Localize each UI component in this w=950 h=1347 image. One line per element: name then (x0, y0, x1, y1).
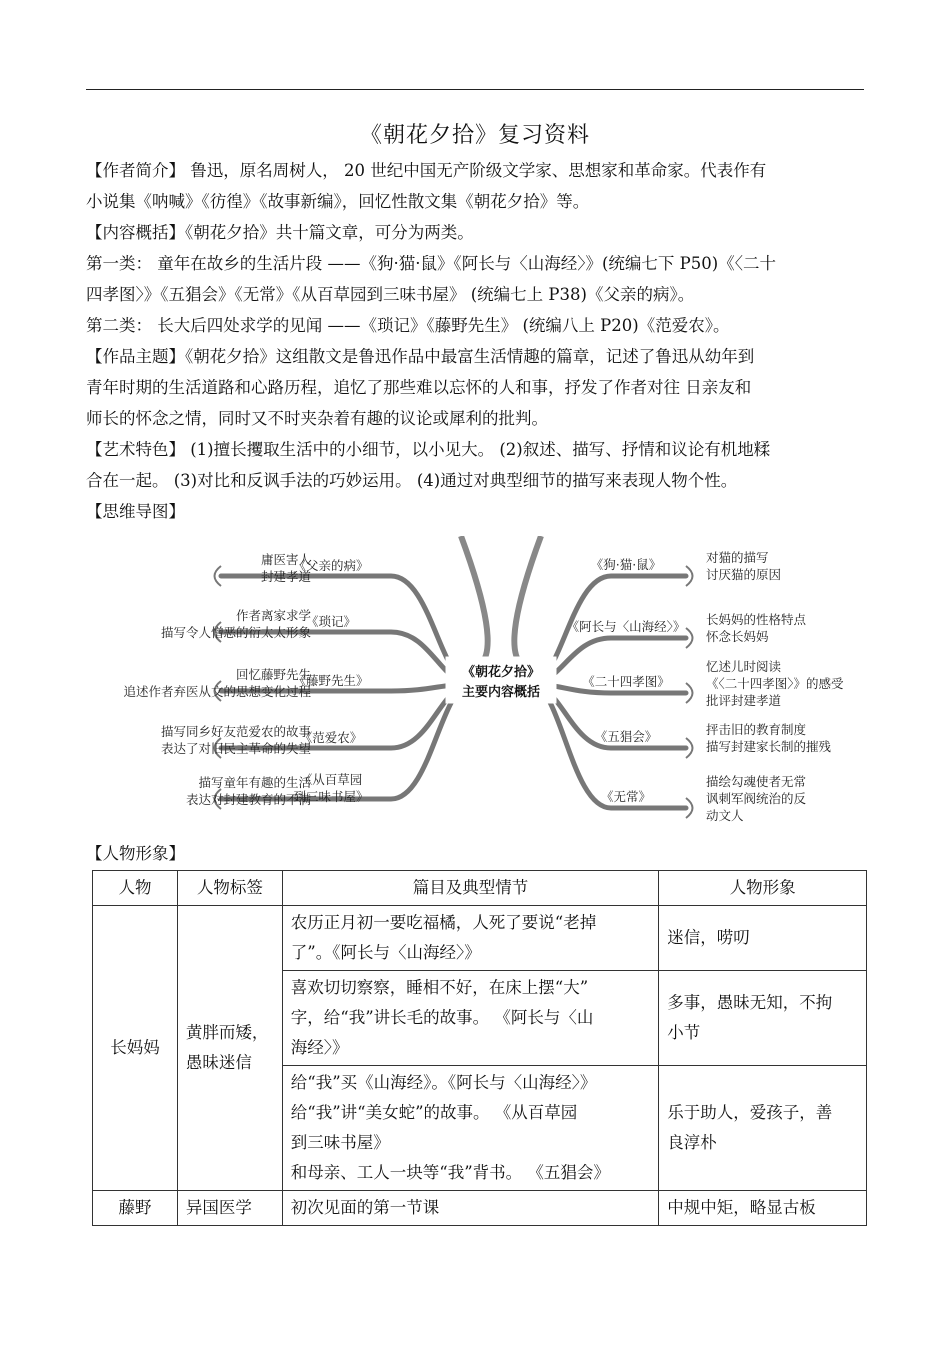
cell-line: 乐于助人，爱孩子，善 (667, 1103, 833, 1122)
header-rule (86, 89, 864, 90)
mindmap-right-title: 《狗·猫·鼠》 (590, 557, 662, 572)
mindmap-right-desc: 《〈二十四孝图〉》的感受 (706, 676, 844, 691)
text-line: 师长的怀念之情，同时又不时夹杂着有趣的议论或犀利的批判。 (86, 409, 548, 428)
paragraph (86, 155, 866, 217)
mindmap-left-title: 《范爱农》 (299, 730, 363, 745)
mindmap-right-desc: 讨厌猫的原因 (706, 567, 782, 582)
mindmap-right-desc: 怀念长妈妈 (706, 629, 769, 644)
header-cell: 人物形象 (659, 871, 867, 906)
cell-character-name: 长妈妈 (93, 906, 178, 1191)
cell-image (659, 906, 867, 971)
table-header-row (93, 871, 867, 906)
mindmap-left-desc: 追述作者弃医从文的思想变化过程 (123, 684, 311, 699)
header-cell: 人物 (93, 871, 178, 906)
cell-line: 和母亲、工人一块等“我”背书。 《五猖会》 (290, 1163, 610, 1182)
section-characters: 【人物形象】 (86, 844, 185, 863)
cell-character-label (177, 906, 282, 1191)
text-line: 小说集《呐喊》《彷徨》《故事新编》，回忆性散文集《朝花夕拾》等。 (86, 192, 590, 211)
mindmap-left-desc: 回忆藤野先生 (235, 667, 311, 682)
cell-character-label: 异国医学 (177, 1191, 282, 1226)
mindmap-left-title: 《琐记》 (305, 614, 357, 629)
text-line: 【作者简介】 鲁迅，原名周树人， 20 世纪中国无产阶级文学家、思想家和革命家。代表作有 (86, 161, 767, 180)
paragraph (86, 496, 866, 527)
paragraph (86, 310, 866, 341)
cell-line: 给“我”讲“美女蛇”的故事。 《从百草园 (290, 1103, 578, 1122)
mindmap-left-desc: 描写同乡好友范爱农的故事 (160, 724, 311, 739)
mindmap-left-title: 到三味书屋》 (293, 789, 369, 804)
paragraph (86, 434, 866, 496)
mindmap-left-desc: 描写童年有趣的生活 (198, 775, 311, 790)
mindmap-right-title: 《阿长与〈山海经〉》 (566, 619, 686, 634)
table-row (93, 906, 867, 971)
text-line: 第一类： 童年在故乡的生活片段 ——《狗·猫·鼠》《阿长与〈山海经〉》(统编七下 P50)《〈二十 (86, 254, 776, 273)
cell-line: 给“我”买《山海经》。《阿长与〈山海经〉》 (290, 1073, 597, 1092)
cell-line: 喜欢切切察察，睡相不好，在床上摆“大” (290, 978, 589, 997)
mindmap-left-desc: 封建孝道 (260, 569, 311, 584)
cell-plot (282, 971, 658, 1066)
cell-line: 到三味书屋》 (290, 1133, 390, 1152)
mindmap-right-desc: 批评封建孝道 (706, 693, 782, 708)
header-cell: 人物标签 (177, 871, 282, 906)
text-line: 四孝图〉》《五猖会》《无常》《从百草园到三味书屋》 (统编七上 P38)《父亲的病》。 (86, 285, 695, 304)
cell-plot: 初次见面的第一节课 (282, 1191, 658, 1226)
character-table (92, 870, 867, 1226)
mindmap-left-title: 《从百草园 (299, 772, 363, 787)
text-line: 第二类： 长大后四处求学的见闻 ——《琐记》《藤野先生》 (统编八上 P20)《范爱农》。 (86, 316, 730, 335)
cell-line: 愚昧迷信 (185, 1053, 252, 1072)
cell-line: 小节 (667, 1023, 701, 1042)
mindmap-right-title: 《二十四孝图》 (582, 674, 670, 689)
cell-image (659, 971, 867, 1066)
mindmap-right-desc: 对猫的描写 (706, 550, 769, 565)
mindmap-center-title: 《朝花夕拾》 (461, 665, 541, 680)
cell-line: 海经〉》 (290, 1038, 349, 1057)
mindmap-right-title: 《无常》 (600, 789, 652, 804)
mindmap-left-desc: 表达对封建教育的不满 (185, 792, 311, 807)
paragraph (86, 341, 866, 434)
cell-image: 中规中矩，略显古板 (659, 1191, 867, 1226)
text-line: 【思维导图】 (86, 502, 185, 521)
mindmap-left-desc: 表达了对旧民主革命的失望 (160, 741, 311, 756)
text-line: 合在一起。 (3)对比和反讽手法的巧妙运用。 (4)通过对典型细节的描写来表现人物个性。 (86, 471, 738, 490)
mindmap-right-desc: 抨击旧的教育制度 (706, 722, 807, 737)
mindmap-right-desc: 忆述儿时阅读 (706, 659, 782, 674)
mindmap-left-desc: 庸医害人 (260, 552, 311, 567)
text-line: 【艺术特色】 (1)擅长攫取生活中的小细节，以小见大。 (2)叙述、描写、抒情和议论有机地糅 (86, 440, 771, 459)
cell-line: 迷信，唠叨 (667, 928, 750, 947)
cell-line: 多事，愚昧无知，不拘 (667, 993, 833, 1012)
page-title: 《朝花夕拾》复习资料 (359, 123, 590, 148)
cell-line: 农历正月初一要吃福橘，人死了要说“老掉 (290, 913, 597, 932)
cell-line: 良淳朴 (667, 1133, 717, 1152)
text-line: 【内容概括】《朝花夕拾》共十篇文章，可分为两类。 (86, 223, 474, 242)
mindmap-left-title: 《藤野先生》 (293, 673, 369, 688)
mindmap-left-desc: 作者离家求学 (235, 608, 311, 623)
mindmap-center-subtitle: 主要内容概括 (461, 685, 541, 700)
mindmap-left-title: 《父亲的病》 (293, 558, 369, 573)
cell-image (659, 1066, 867, 1191)
mindmap-right-desc: 动文人 (706, 808, 744, 823)
cell-line: 黄胖而矮， (185, 1023, 269, 1042)
cell-line: 了”。《阿长与〈山海经〉》 (290, 943, 481, 962)
paragraph (86, 217, 866, 248)
paragraph (86, 248, 866, 310)
mindmap-branch (461, 536, 488, 664)
mindmap-right-desc: 讽刺军阀统治的反 (706, 791, 807, 806)
mindmap-right-desc: 描写封建家长制的摧残 (706, 739, 832, 754)
header-cell: 篇目及典型情节 (282, 871, 658, 906)
cell-plot (282, 1066, 658, 1191)
cell-character-name: 藤野 (93, 1191, 178, 1226)
table-row (93, 1191, 867, 1226)
mind-map (86, 536, 866, 836)
text-line: 【作品主题】《朝花夕拾》这组散文是鲁迅作品中最富生活情趣的篇章，记述了鲁迅从幼年到 (86, 347, 755, 366)
cell-plot (282, 906, 658, 971)
mindmap-right-desc: 长妈妈的性格特点 (706, 612, 807, 627)
mindmap-right-title: 《五猖会》 (594, 729, 658, 744)
mindmap-right-desc: 描绘勾魂使者无常 (706, 774, 807, 789)
cell-line: 字，给“我”讲长毛的故事。 《阿长与〈山 (290, 1008, 594, 1027)
text-line: 青年时期的生活道路和心路历程，追忆了那些难以忘怀的人和事，抒发了作者对往 日亲友和 (86, 378, 752, 397)
mindmap-branch (514, 536, 541, 664)
mindmap-left-desc: 描写令人憎恶的衍太太形象 (160, 625, 311, 640)
